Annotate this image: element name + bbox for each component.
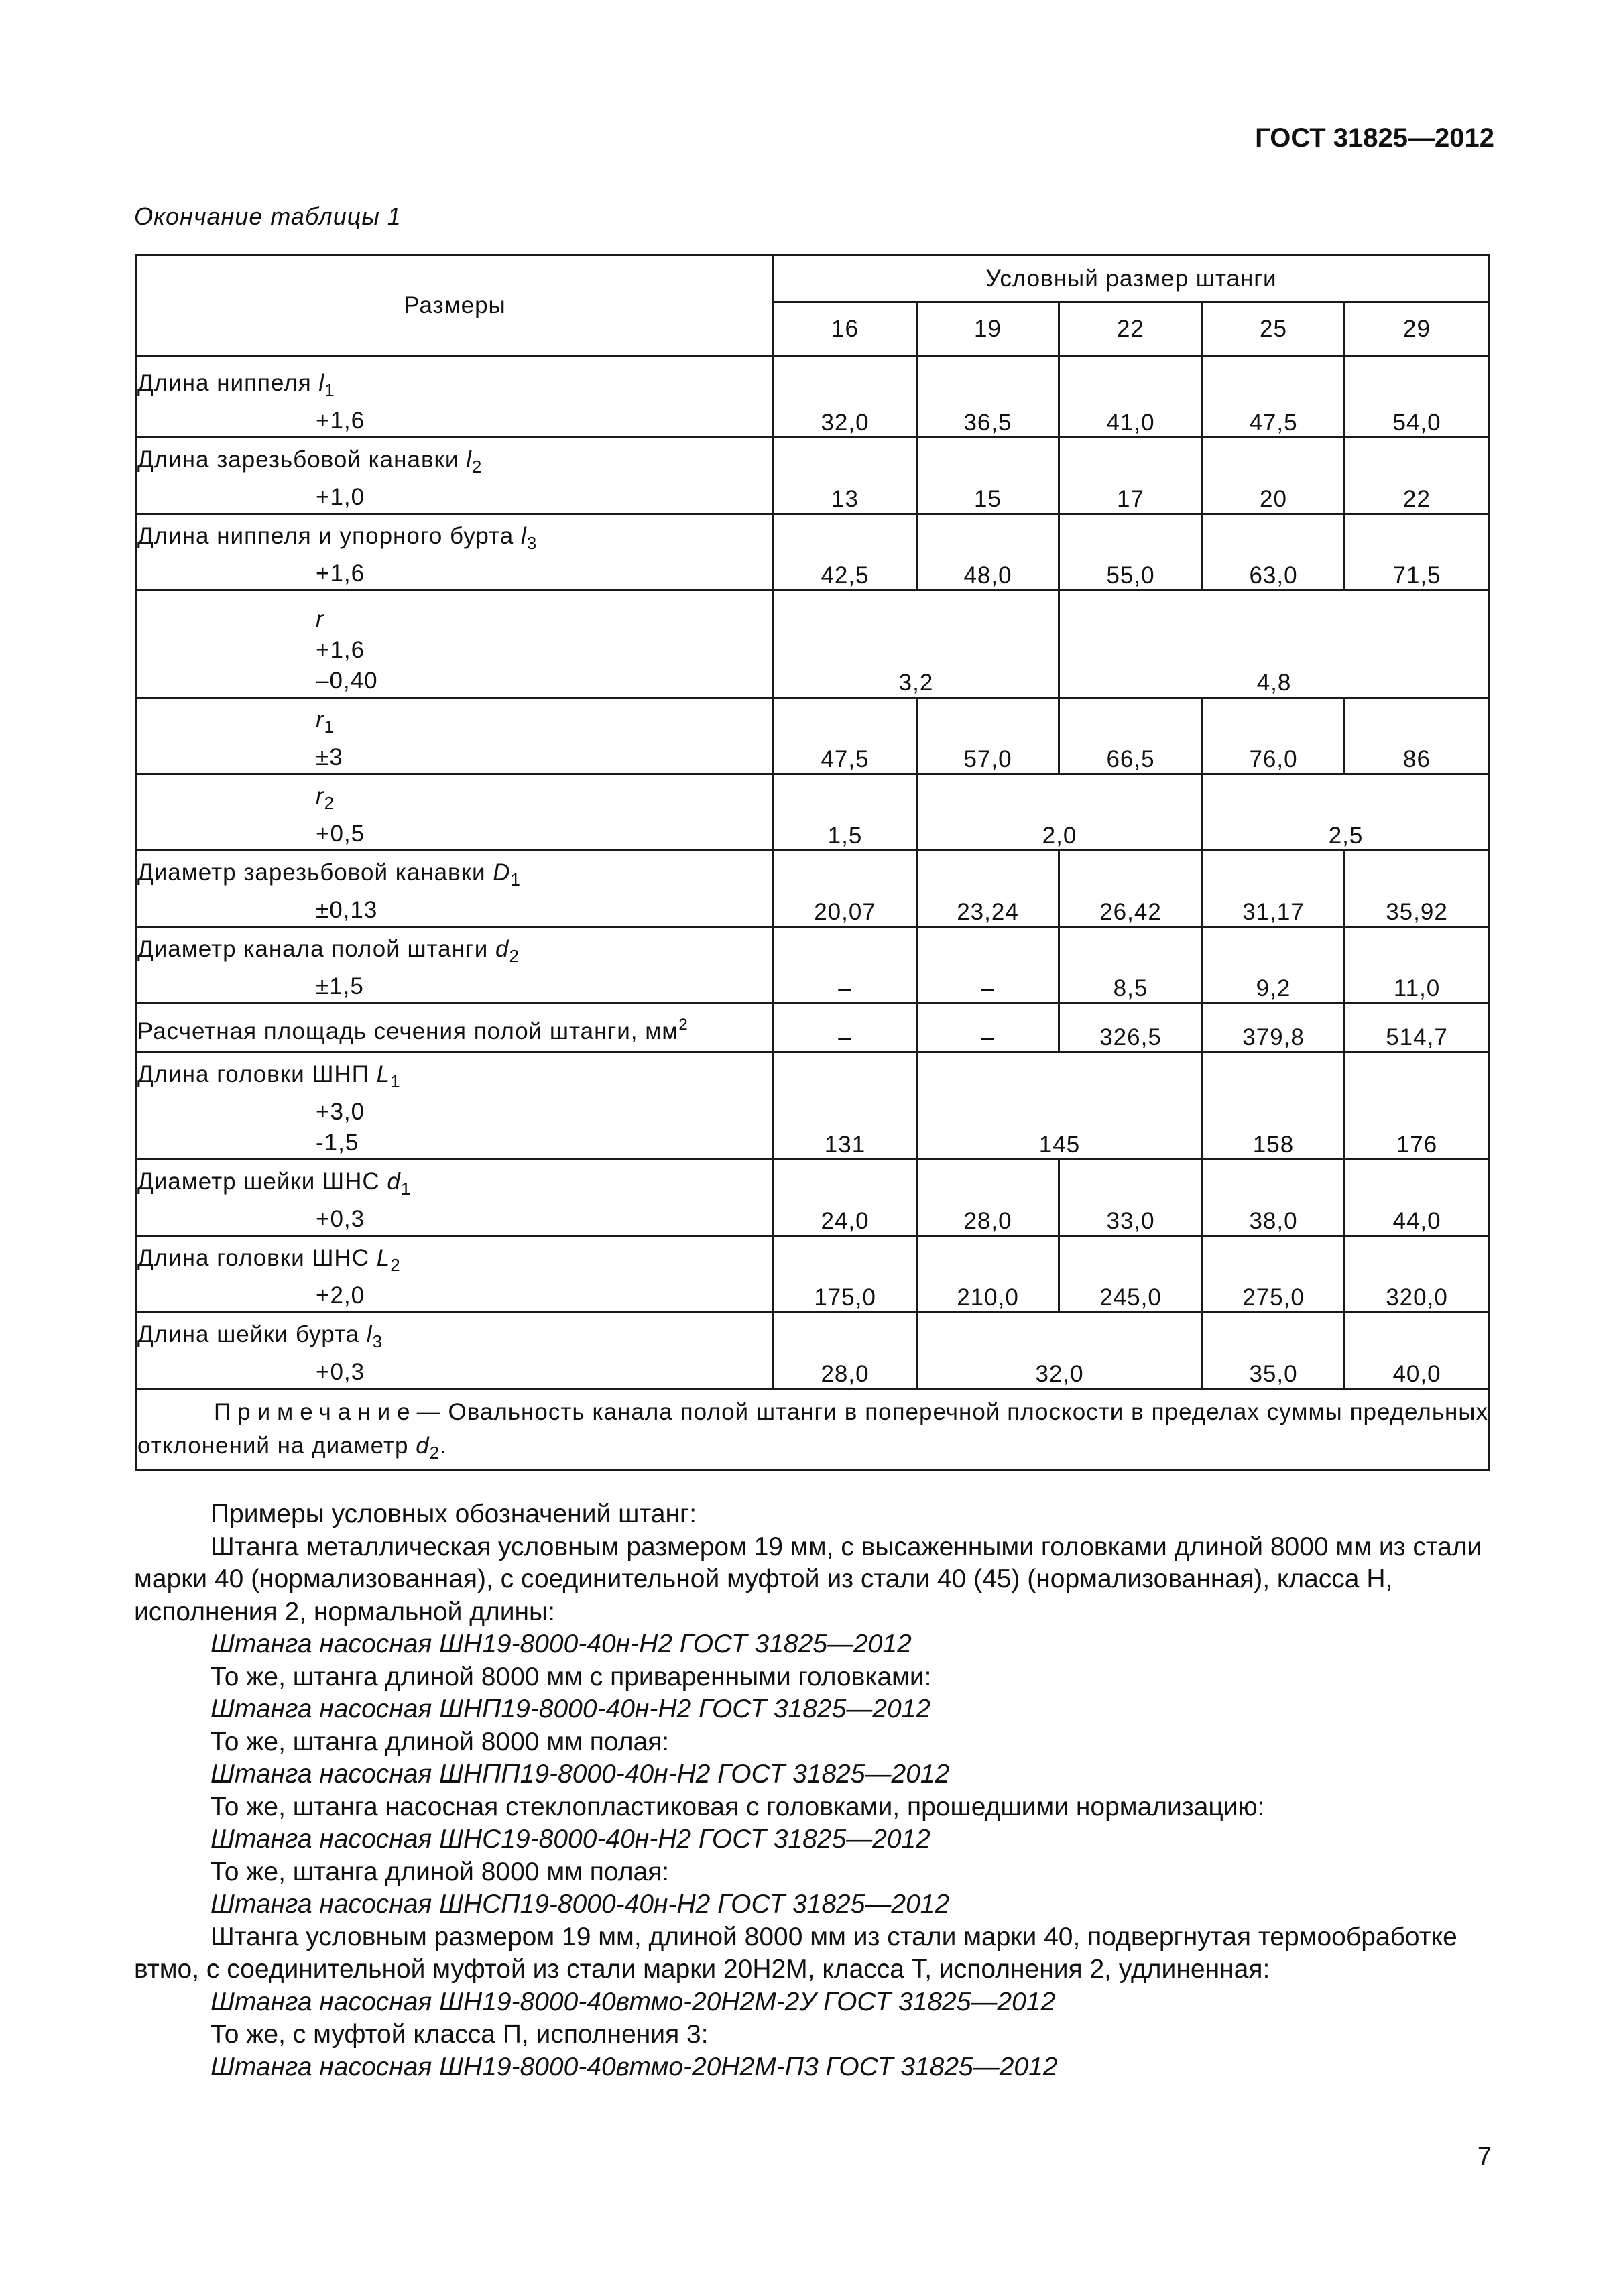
paragraph: То же, штанга длиной 8000 мм полая: [211,1857,670,1886]
example-designation: Штанга насосная ШНПП19-8000-40н-Н2 ГОСТ 31825—2012 [211,1760,950,1789]
table-cell: 379,8 [1203,1004,1345,1052]
table-cell: 32,0 [917,1313,1203,1389]
table-row [137,591,1490,698]
table-cell: 35,0 [1203,1313,1345,1389]
paragraph: Штанга металлическая условным размером 19 мм, с высаженными головками длиной 8000 мм из стали марки 40 (нормализованная), с соединительной муфтой из стали 40 (45) (нормализованная), класса Н, исполнения 2, нормальной длины: [134,1532,1482,1626]
table-cell: 32,0 [774,356,917,438]
table-cell: – [917,927,1059,1004]
table-cell: 28,0 [917,1160,1059,1236]
designation-examples [134,1498,1488,2083]
table-cell: 23,24 [917,851,1059,927]
table-cell: 24,0 [774,1160,917,1236]
header-size-25: 25 [1203,302,1345,356]
table-cell: 17 [1059,438,1203,514]
row-label: Длина зарезьбовой канавки $l_2$ +1,0 [137,438,774,514]
table-row [137,1004,1490,1052]
table-cell: 48,0 [917,514,1059,591]
table-cell: 31,17 [1203,851,1345,927]
table-note-row [137,1389,1490,1471]
paragraph: То же, штанга длиной 8000 мм полая: [211,1727,670,1756]
table-cell: 47,5 [774,698,917,774]
table-cell: 13 [774,438,917,514]
table-cell: 175,0 [774,1236,917,1313]
example-designation: Штанга насосная ШНП19-8000-40н-Н2 ГОСТ 31825—2012 [211,1695,931,1724]
table-row [137,1313,1490,1389]
table-cell: 54,0 [1345,356,1490,438]
table-cell: 176 [1345,1052,1490,1160]
table-cell: 38,0 [1203,1160,1345,1236]
example-designation: Штанга насосная ШН19-8000-40втмо-20Н2М-П3 ГОСТ 31825—2012 [211,2052,1058,2081]
example-designation: Штанга насосная ШНС19-8000-40н-Н2 ГОСТ 31825—2012 [211,1825,930,1854]
table-cell: 76,0 [1203,698,1345,774]
table-cell: 63,0 [1203,514,1345,591]
table-cell: 131 [774,1052,917,1160]
example-designation: Штанга насосная ШН19-8000-40втмо-20Н2М-2У ГОСТ 31825—2012 [211,1987,1056,2016]
header-dimensions: Размеры [137,255,774,356]
table-row [137,1236,1490,1313]
row-label: Диаметр канала полой штанги $d_2$ ±1,5 [137,927,774,1004]
table-cell: – [917,1004,1059,1052]
row-label: Диаметр зарезьбовой канавки $D_1$ ±0,13 [137,851,774,927]
dimensions-table [135,254,1490,1471]
row-label: Длина ниппеля и упорного бурта $l_3$ +1,6 [137,514,774,591]
table-cell: 1,5 [774,774,917,851]
table-row [137,438,1490,514]
table-cell: 8,5 [1059,927,1203,1004]
table-cell: 57,0 [917,698,1059,774]
row-label: Длина головки ШНП $L_1$ +3,0 -1,5 [137,1052,774,1160]
table-cell: 66,5 [1059,698,1203,774]
table-cell: 86 [1345,698,1490,774]
table-cell: 514,7 [1345,1004,1490,1052]
table-row [137,1052,1490,1160]
table-row [137,774,1490,851]
paragraph: Штанга условным размером 19 мм, длиной 8000 мм из стали марки 40, подвергнутая термообработке втмо, с соединительной муфтой из стали марки 20Н2М, класса Т, исполнения 2, удлиненная: [134,1922,1457,1984]
table-cell: 320,0 [1345,1236,1490,1313]
row-label: Диаметр шейки ШНС $d_1$ +0,3 [137,1160,774,1236]
table-cell: 15 [917,438,1059,514]
page-number: 7 [1477,2142,1492,2171]
table-cell: 2,0 [917,774,1203,851]
row-label: $r_1$ ±3 [137,698,774,774]
table-cell: 55,0 [1059,514,1203,591]
table-cell: 275,0 [1203,1236,1345,1313]
table-cell: 245,0 [1059,1236,1203,1313]
table-cell: 20 [1203,438,1345,514]
header-size-22: 22 [1059,302,1203,356]
paragraph: То же, штанга длиной 8000 мм с приваренными головками: [211,1662,932,1691]
header-nominal-size: Условный размер штанги [774,255,1490,302]
table-cell: 41,0 [1059,356,1203,438]
table-cell: 210,0 [917,1236,1059,1313]
table-cell: 26,42 [1059,851,1203,927]
table-cell: 4,8 [1059,591,1490,698]
header-size-29: 29 [1345,302,1490,356]
table-cell: 2,5 [1203,774,1490,851]
row-label: Длина шейки бурта $l_3$ +0,3 [137,1313,774,1389]
table-cell: 20,07 [774,851,917,927]
table-cell: 158 [1203,1052,1345,1160]
standard-number: ГОСТ 31825—2012 [1255,123,1494,153]
row-label: r +1,6 –0,40 [137,591,774,698]
table-cell: 145 [917,1052,1203,1160]
paragraph: То же, с муфтой класса П, исполнения 3: [211,2020,709,2049]
table-cell: 35,92 [1345,851,1490,927]
table-row [137,1160,1490,1236]
table-cell: 36,5 [917,356,1059,438]
table-caption: Окончание таблицы 1 [134,202,402,230]
table-cell: – [774,1004,917,1052]
table-cell: 33,0 [1059,1160,1203,1236]
table-row [137,927,1490,1004]
table-cell: 71,5 [1345,514,1490,591]
example-designation: Штанга насосная ШНСП19-8000-40н-Н2 ГОСТ 31825—2012 [211,1890,950,1919]
table-cell: – [774,927,917,1004]
paragraph: То же, штанга насосная стеклопластиковая с головками, прошедшими нормализацию: [211,1792,1265,1821]
table-cell: 11,0 [1345,927,1490,1004]
table-cell: 47,5 [1203,356,1345,438]
table-row [137,514,1490,591]
row-label: Расчетная площадь сечения полой штанги, $мм^2$ [137,1004,774,1052]
row-label: Длина ниппеля $l_1$ +1,6 [137,356,774,438]
header-size-16: 16 [774,302,917,356]
table-cell: 28,0 [774,1313,917,1389]
table-cell: 3,2 [774,591,1059,698]
header-size-19: 19 [917,302,1059,356]
table-row [137,698,1490,774]
table-cell: 40,0 [1345,1313,1490,1389]
paragraph: Примеры условных обозначений штанг: [211,1500,697,1528]
table-cell: 42,5 [774,514,917,591]
table-cell: 9,2 [1203,927,1345,1004]
table-row [137,851,1490,927]
example-designation: Штанга насосная ШН19-8000-40н-Н2 ГОСТ 31825—2012 [211,1630,912,1658]
row-label: $r_2$ +0,5 [137,774,774,851]
row-label: Длина головки ШНС $L_2$ +2,0 [137,1236,774,1313]
table-cell: 22 [1345,438,1490,514]
table-cell: 44,0 [1345,1160,1490,1236]
table-note: Примечание— Овальность канала полой штанги в поперечной плоскости в пределах суммы предельных отклонений на диаметр $d_2$. [137,1389,1490,1471]
table-cell: 326,5 [1059,1004,1203,1052]
table-header-row [137,255,1490,302]
table-row [137,356,1490,438]
